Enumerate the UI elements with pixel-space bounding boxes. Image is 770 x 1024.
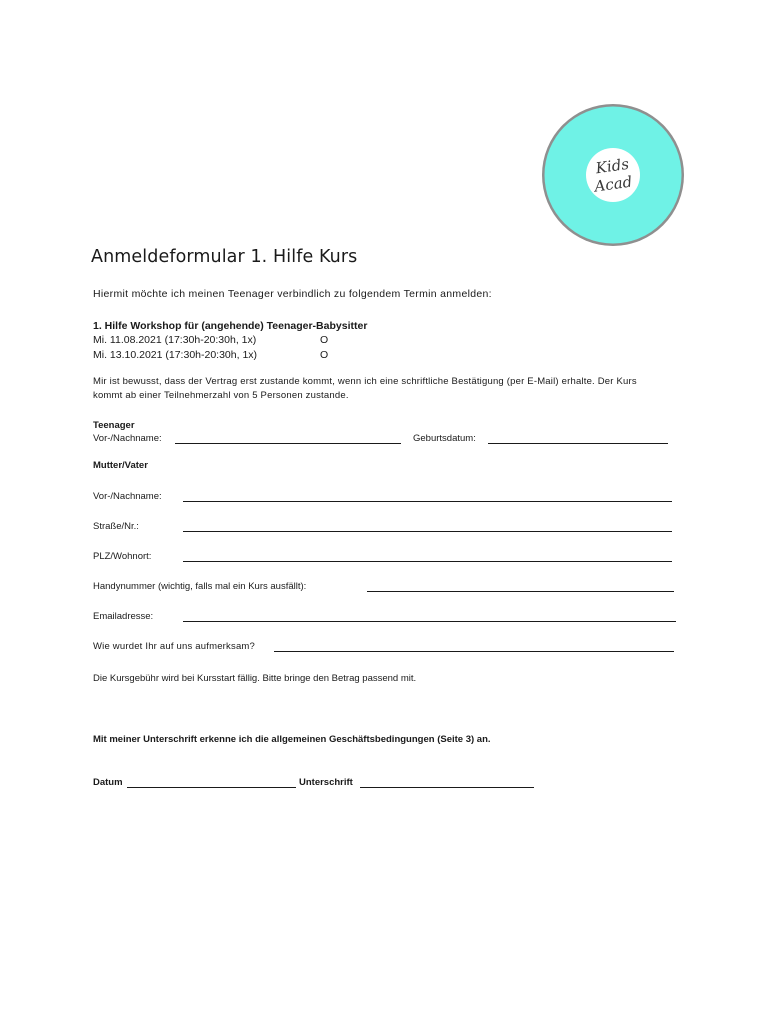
street-label: Straße/Nr.: xyxy=(93,521,139,532)
teen-birthdate-label: Geburtsdatum: xyxy=(413,433,476,444)
date-label: Datum xyxy=(93,777,123,788)
signature-label: Unterschrift xyxy=(299,777,353,788)
date-option-label: Mi. 11.08.2021 (17:30h-20:30h, 1x) xyxy=(93,334,257,346)
parent-name-field[interactable] xyxy=(183,492,672,502)
phone-field[interactable] xyxy=(367,582,674,592)
teen-birthdate-field[interactable] xyxy=(488,434,668,444)
contract-notice-line2: kommt ab einer Teilnehmerzahl von 5 Personen zustande. xyxy=(93,390,349,401)
kids-acad-logo xyxy=(540,102,686,248)
referral-label: Wie wurdet Ihr auf uns aufmerksam? xyxy=(93,641,256,652)
date-option-label: Mi. 13.10.2021 (17:30h-20:30h, 1x) xyxy=(93,349,258,361)
teen-name-field[interactable] xyxy=(175,434,401,444)
parent-name-label: Vor-/Nachname: xyxy=(93,491,162,502)
signature-field[interactable] xyxy=(360,778,534,788)
city-label: PLZ/Wohnort: xyxy=(93,551,152,562)
terms-acceptance: Mit meiner Unterschrift erkenne ich die allgemeinen Geschäftsbedingungen (Seite 3) an. xyxy=(93,734,491,745)
intro-text: Hiermit möchte ich meinen Teenager verbindlich zu folgendem Termin anmelden: xyxy=(93,288,492,300)
date-field[interactable] xyxy=(127,778,296,788)
referral-field[interactable] xyxy=(274,642,674,652)
email-field[interactable] xyxy=(183,612,676,622)
date-option-checkbox[interactable]: O xyxy=(320,349,329,361)
date-option-checkbox[interactable]: O xyxy=(320,334,329,346)
phone-label: Handynummer (wichtig, falls mal ein Kurs ausfällt): xyxy=(93,581,307,592)
parent-heading: Mutter/Vater xyxy=(93,460,148,471)
fee-note: Die Kursgebühr wird bei Kursstart fällig. Bitte bringe den Betrag passend mit. xyxy=(93,673,417,684)
logo-graphic xyxy=(540,102,686,248)
page-title: Anmeldeformular 1. Hilfe Kurs xyxy=(91,247,358,267)
email-label: Emailadresse: xyxy=(93,611,154,622)
teen-name-label: Vor-/Nachname: xyxy=(93,433,162,444)
contract-notice-line1: Mir ist bewusst, dass der Vertrag erst zustande kommt, wenn ich eine schriftliche Bestätigung (per E-Mail) erhalte. Der Kurs xyxy=(93,376,637,387)
workshop-heading: 1. Hilfe Workshop für (angehende) Teenager-Babysitter xyxy=(93,320,368,332)
logo-text-line1: Kids xyxy=(594,154,631,178)
logo-text-line2: Acad xyxy=(593,172,634,196)
street-field[interactable] xyxy=(183,522,672,532)
teen-heading: Teenager xyxy=(93,420,135,431)
city-field[interactable] xyxy=(183,552,672,562)
